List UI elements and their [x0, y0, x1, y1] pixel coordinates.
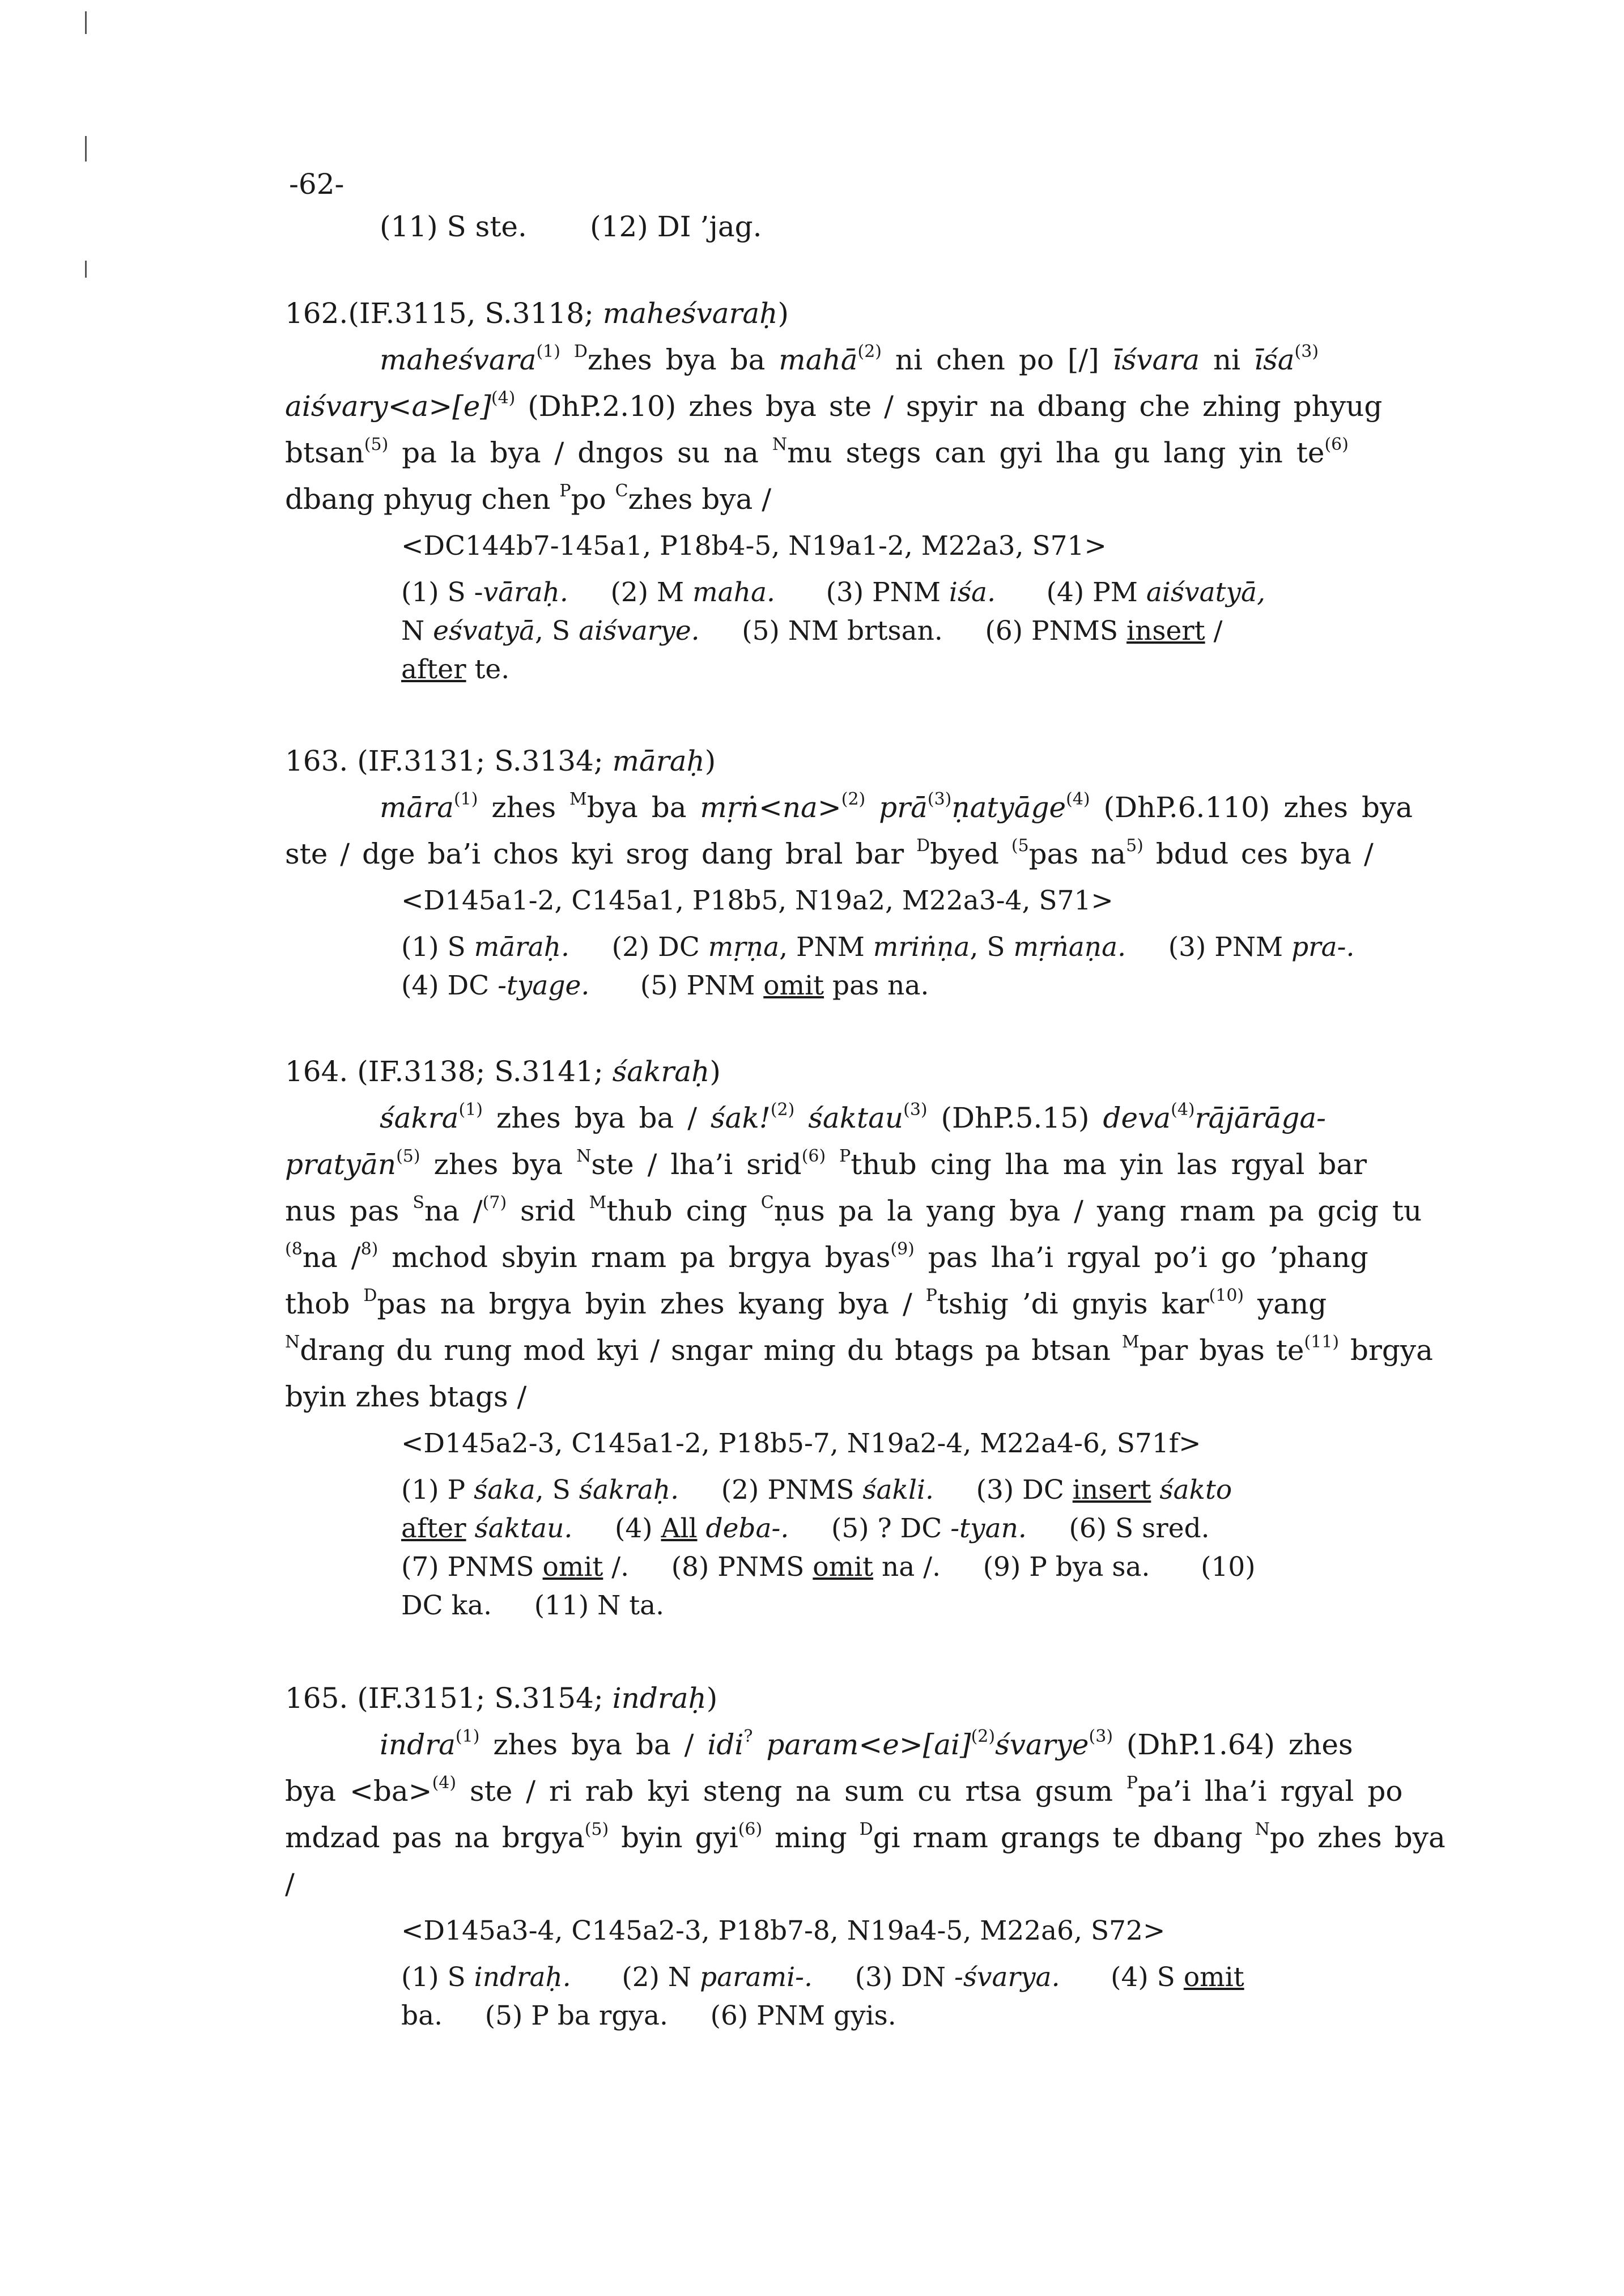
variant-notes: (7) PNMS omit /. (8) PNMS omit na /. (9) P bya sa. (10): [401, 1551, 1256, 1583]
entry-line: bya <ba>$^{(4)}$ ste / ri rab kyi steng na sum cu rtsa gsum $^P$pa’i lha’i rgyal po: [285, 1773, 1403, 1808]
entry-line: dbang phyug chen $^P$po $^C$zhes bya /: [285, 481, 772, 516]
variant-notes: after śaktau. (4) All deba-. (5) ? DC -tyan. (6) S sred.: [401, 1513, 1210, 1544]
source-ref: <D145a3-4, C145a2-3, P18b7-8, N19a4-5, M22a6, S72>: [401, 1915, 1166, 1946]
source-ref: <D145a1-2, C145a1, P18b5, N19a2, M22a3-4, S71>: [401, 885, 1113, 916]
variant-notes: N eśvatyā, S aiśvarye. (5) NM brtsan. (6) PNMS insert /: [401, 615, 1223, 647]
entry-line: mdzad pas na brgya$^{(5)}$ byin gyi$^{(6)}$ ming $^D$gi rnam grangs te dbang $^N$po zhes bya: [285, 1819, 1446, 1854]
entry-line: btsan$^{(5)}$ pa la bya / dngos su na $^N$mu stegs can gyi lha gu lang yin $te^{(6)}$: [285, 435, 1349, 469]
entry-line: pratyān$^{(5)}$ zhes bya $^N$ste / lha’i srid$^{(6)}$ $^P$thub cing lha ma yin las rgyal bar: [285, 1146, 1367, 1181]
entry-line: $aiśvary<a>[e]^{(4)}$ (DhP.2.10) zhes bya ste / spyir na dbang che zhing phyug: [285, 388, 1383, 423]
variant-notes: after te.: [401, 654, 510, 685]
variant-notes: DC ka. (11) N ta.: [401, 1590, 665, 1621]
entry-heading: 165. (IF.3151; S.3154; indraḥ): [285, 1682, 718, 1715]
page-number: -62-: [289, 168, 345, 201]
variant-notes: ba. (5) P ba rgya. (6) PNM gyis.: [401, 2000, 896, 2031]
variant-notes: (1) P śaka, S śakraḥ. (2) PNMS śakli. (3) DC insert śakto: [401, 1474, 1232, 1506]
source-ref: <D145a2-3, C145a1-2, P18b5-7, N19a2-4, M22a4-6, S71f>: [401, 1428, 1201, 1459]
entry-line: byin zhes btags /: [285, 1380, 527, 1413]
source-ref: <DC144b7-145a1, P18b4-5, N19a1-2, M22a3, S71>: [401, 530, 1107, 562]
entry-line: indra$^{(1)}$ zhes bya ba / idi? param<e>[ai]$^{(2)}$śvarye$^{(3)}$ (DhP.1.64) zhes: [380, 1727, 1353, 1761]
entry-line: maheśvara$^{(1)}$ $^D$zhes bya ba mahā$^{(2)}$ ni chen po [/] īśvara ni īśa$^{(3)}$: [380, 342, 1319, 376]
scan-mark: [85, 261, 87, 278]
entry-line: $^{(8}$na /$^{8)}$ mchod sbyin rnam pa brgya byas$^{(9)}$ pas lha’i rgyal po’i go ’phang: [285, 1239, 1368, 1274]
previous-notes: (11) S ste. (12) DI ’jag.: [380, 210, 762, 243]
variant-notes: (1) S -vāraḥ. (2) M maha. (3) PNM iśa. (4) PM aiśvatyā,: [401, 577, 1266, 608]
entry-line: ste / dge ba’i chos kyi srog dang bral bar $^D$byed $^{(5}$pas $na^{5)}$ bdud ces bya /: [285, 836, 1374, 870]
entry-line: śakra$^{(1)}$ zhes bya ba / śak!$^{(2)}$ śaktau$^{(3)}$ (DhP.5.15) deva$^{(4)}$rājārāga-: [380, 1100, 1327, 1134]
variant-notes: (1) S indraḥ. (2) N parami-. (3) DN -śvarya. (4) S omit: [401, 1962, 1244, 1993]
entry-line: thob $^D$pas na brgya byin zhes kyang bya / $^P$tshig ’di gnyis kar$^{(10)}$ yang: [285, 1286, 1327, 1320]
entry-line: /: [285, 1868, 295, 1900]
entry-line: $^N$drang du rung mod kyi / sngar ming du btags pa btsan $^M$par byas $te^{(11)}$ brgya: [285, 1332, 1433, 1367]
scan-mark: [85, 11, 87, 34]
variant-notes: (4) DC -tyage. (5) PNM omit pas na.: [401, 970, 929, 1001]
entry-heading: 162.(IF.3115, S.3118; maheśvaraḥ): [285, 297, 789, 330]
entry-heading: 163. (IF.3131; S.3134; māraḥ): [285, 745, 716, 777]
entry-heading: 164. (IF.3138; S.3141; śakraḥ): [285, 1055, 721, 1088]
entry-line: māra$^{(1)}$ zhes $^M$bya ba mṛṅ<na>$^{(2)}$ prā$^{(3)}$ṇatyāge$^{(4)}$ (DhP.6.110) zhes bya: [380, 789, 1413, 824]
variant-notes: (1) S māraḥ. (2) DC mṛṇa, PNM mriṅṇa, S mṛṅaṇa. (3) PNM pra-.: [401, 932, 1355, 963]
entry-line: nus pas $^S$na /$^{(7)}$ srid $^M$thub cing $^C$ṇus pa la yang bya / yang rnam pa gcig tu: [285, 1193, 1422, 1227]
scan-mark: [85, 136, 87, 161]
